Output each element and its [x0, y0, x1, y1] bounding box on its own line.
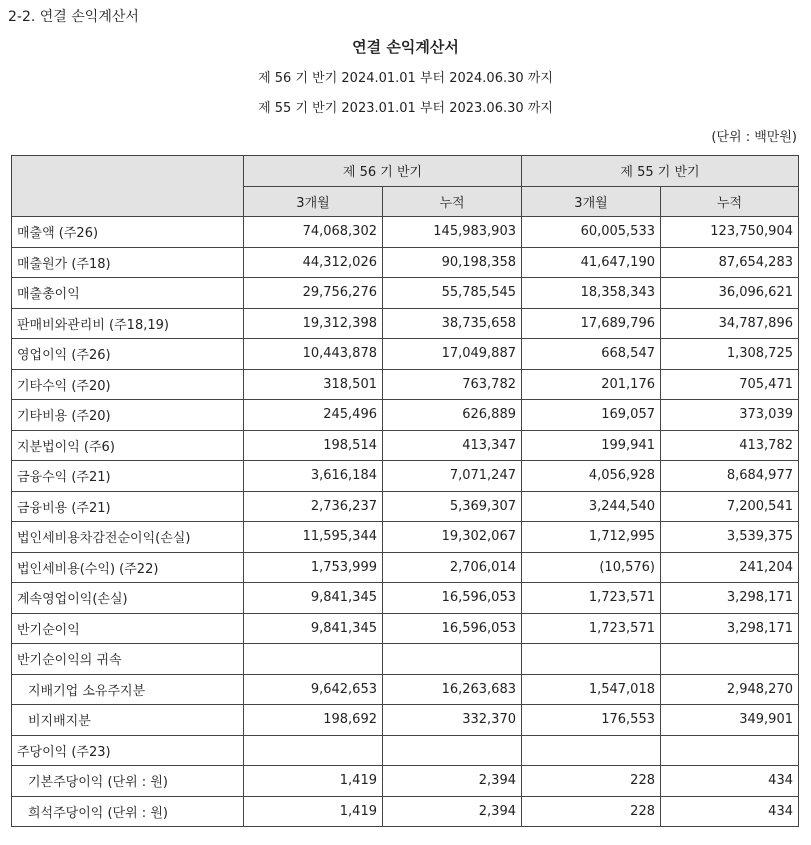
value-cell: 74,068,302 — [244, 217, 383, 248]
table-row — [12, 522, 799, 553]
table-row — [12, 369, 799, 400]
value-cell — [383, 644, 522, 675]
period-current: 제 56 기 반기 2024.01.01 부터 2024.06.30 까지 — [258, 71, 553, 86]
value-cell: 11,595,344 — [244, 522, 383, 553]
value-cell: 19,312,398 — [244, 308, 383, 339]
row-label: 매출원가 (주18) — [12, 247, 244, 278]
table-row — [12, 613, 799, 644]
header-period-prior: 제 55 기 반기 — [522, 156, 799, 187]
row-label: 계속영업이익(손실) — [12, 583, 244, 614]
unit-label: (단위 : 백만원) — [711, 130, 797, 145]
value-cell: 17,689,796 — [522, 308, 661, 339]
value-cell: 3,298,171 — [661, 613, 799, 644]
row-label: 매출액 (주26) — [12, 217, 244, 248]
value-cell: 8,684,977 — [661, 461, 799, 492]
value-cell: 349,901 — [661, 705, 799, 736]
row-label: 매출총이익 — [12, 278, 244, 309]
row-label: 법인세비용(수익) (주22) — [12, 552, 244, 583]
value-cell: 7,071,247 — [383, 461, 522, 492]
header-group-row — [12, 156, 799, 187]
table-row — [12, 735, 799, 766]
row-label: 지분법이익 (주6) — [12, 430, 244, 461]
table-row — [12, 247, 799, 278]
row-label: 영업이익 (주26) — [12, 339, 244, 370]
value-cell: 9,841,345 — [244, 583, 383, 614]
table-row — [12, 674, 799, 705]
table-row — [12, 339, 799, 370]
value-cell: 1,723,571 — [522, 583, 661, 614]
value-cell — [383, 735, 522, 766]
header-current-cumulative: 누적 — [383, 186, 522, 217]
table-row — [12, 796, 799, 827]
value-cell: 10,443,878 — [244, 339, 383, 370]
value-cell: 2,736,237 — [244, 491, 383, 522]
value-cell — [522, 644, 661, 675]
value-cell: 9,642,653 — [244, 674, 383, 705]
value-cell: 7,200,541 — [661, 491, 799, 522]
value-cell: 19,302,067 — [383, 522, 522, 553]
period-prior: 제 55 기 반기 2023.01.01 부터 2023.06.30 까지 — [258, 101, 553, 116]
row-label: 반기순이익의 귀속 — [12, 644, 244, 675]
table-row — [12, 552, 799, 583]
row-label: 기타수익 (주20) — [12, 369, 244, 400]
value-cell: 87,654,283 — [661, 247, 799, 278]
section-title: 2-2. 연결 손익계산서 — [8, 9, 139, 25]
value-cell: 145,983,903 — [383, 217, 522, 248]
value-cell: 2,706,014 — [383, 552, 522, 583]
value-cell: 763,782 — [383, 369, 522, 400]
value-cell: 41,647,190 — [522, 247, 661, 278]
value-cell: 1,753,999 — [244, 552, 383, 583]
header-period-current: 제 56 기 반기 — [244, 156, 522, 187]
row-label: 주당이익 (주23) — [12, 735, 244, 766]
value-cell: 3,616,184 — [244, 461, 383, 492]
value-cell: 3,298,171 — [661, 583, 799, 614]
row-label: 금융비용 (주21) — [12, 491, 244, 522]
header-prior-cumulative: 누적 — [661, 186, 799, 217]
row-label: 지배기업 소유주지분 — [12, 674, 244, 705]
value-cell: 626,889 — [383, 400, 522, 431]
value-cell: 1,712,995 — [522, 522, 661, 553]
row-label: 금융수익 (주21) — [12, 461, 244, 492]
table-row — [12, 308, 799, 339]
document-title: 연결 손익계산서 — [352, 38, 459, 56]
table-row — [12, 491, 799, 522]
value-cell — [661, 735, 799, 766]
value-cell: 16,596,053 — [383, 583, 522, 614]
row-label: 반기순이익 — [12, 613, 244, 644]
value-cell: 198,692 — [244, 705, 383, 736]
row-label: 비지배지분 — [12, 705, 244, 736]
income-statement-table — [11, 155, 799, 827]
value-cell: 90,198,358 — [383, 247, 522, 278]
value-cell: (10,576) — [522, 552, 661, 583]
value-cell: 4,056,928 — [522, 461, 661, 492]
table-row — [12, 644, 799, 675]
value-cell: 34,787,896 — [661, 308, 799, 339]
value-cell: 1,308,725 — [661, 339, 799, 370]
value-cell: 18,358,343 — [522, 278, 661, 309]
value-cell: 16,596,053 — [383, 613, 522, 644]
value-cell: 60,005,533 — [522, 217, 661, 248]
value-cell: 413,782 — [661, 430, 799, 461]
value-cell: 228 — [522, 766, 661, 797]
table-row — [12, 217, 799, 248]
value-cell: 201,176 — [522, 369, 661, 400]
value-cell: 1,419 — [244, 796, 383, 827]
table-row — [12, 705, 799, 736]
value-cell: 1,547,018 — [522, 674, 661, 705]
row-label: 기본주당이익 (단위 : 원) — [12, 766, 244, 797]
value-cell: 55,785,545 — [383, 278, 522, 309]
value-cell: 44,312,026 — [244, 247, 383, 278]
table-row — [12, 461, 799, 492]
value-cell: 123,750,904 — [661, 217, 799, 248]
table-row — [12, 583, 799, 614]
value-cell: 245,496 — [244, 400, 383, 431]
value-cell: 705,471 — [661, 369, 799, 400]
value-cell: 2,948,270 — [661, 674, 799, 705]
value-cell: 29,756,276 — [244, 278, 383, 309]
value-cell: 176,553 — [522, 705, 661, 736]
value-cell: 668,547 — [522, 339, 661, 370]
value-cell: 1,419 — [244, 766, 383, 797]
value-cell: 169,057 — [522, 400, 661, 431]
table-row — [12, 766, 799, 797]
value-cell: 373,039 — [661, 400, 799, 431]
value-cell — [244, 735, 383, 766]
value-cell: 36,096,621 — [661, 278, 799, 309]
value-cell: 434 — [661, 766, 799, 797]
value-cell: 2,394 — [383, 766, 522, 797]
table-row — [12, 278, 799, 309]
value-cell: 199,941 — [522, 430, 661, 461]
value-cell: 332,370 — [383, 705, 522, 736]
header-current-3months: 3개월 — [244, 186, 383, 217]
row-label: 판매비와관리비 (주18,19) — [12, 308, 244, 339]
value-cell: 413,347 — [383, 430, 522, 461]
row-label: 희석주당이익 (단위 : 원) — [12, 796, 244, 827]
value-cell: 5,369,307 — [383, 491, 522, 522]
value-cell: 241,204 — [661, 552, 799, 583]
value-cell: 1,723,571 — [522, 613, 661, 644]
value-cell: 3,244,540 — [522, 491, 661, 522]
value-cell: 198,514 — [244, 430, 383, 461]
header-label-cell — [12, 156, 244, 217]
value-cell: 3,539,375 — [661, 522, 799, 553]
value-cell: 38,735,658 — [383, 308, 522, 339]
value-cell: 318,501 — [244, 369, 383, 400]
row-label: 기타비용 (주20) — [12, 400, 244, 431]
table-row — [12, 430, 799, 461]
value-cell: 228 — [522, 796, 661, 827]
value-cell — [522, 735, 661, 766]
value-cell: 9,841,345 — [244, 613, 383, 644]
table-row — [12, 400, 799, 431]
value-cell: 434 — [661, 796, 799, 827]
value-cell: 16,263,683 — [383, 674, 522, 705]
row-label: 법인세비용차감전순이익(손실) — [12, 522, 244, 553]
value-cell: 2,394 — [383, 796, 522, 827]
value-cell — [661, 644, 799, 675]
value-cell: 17,049,887 — [383, 339, 522, 370]
value-cell — [244, 644, 383, 675]
header-prior-3months: 3개월 — [522, 186, 661, 217]
